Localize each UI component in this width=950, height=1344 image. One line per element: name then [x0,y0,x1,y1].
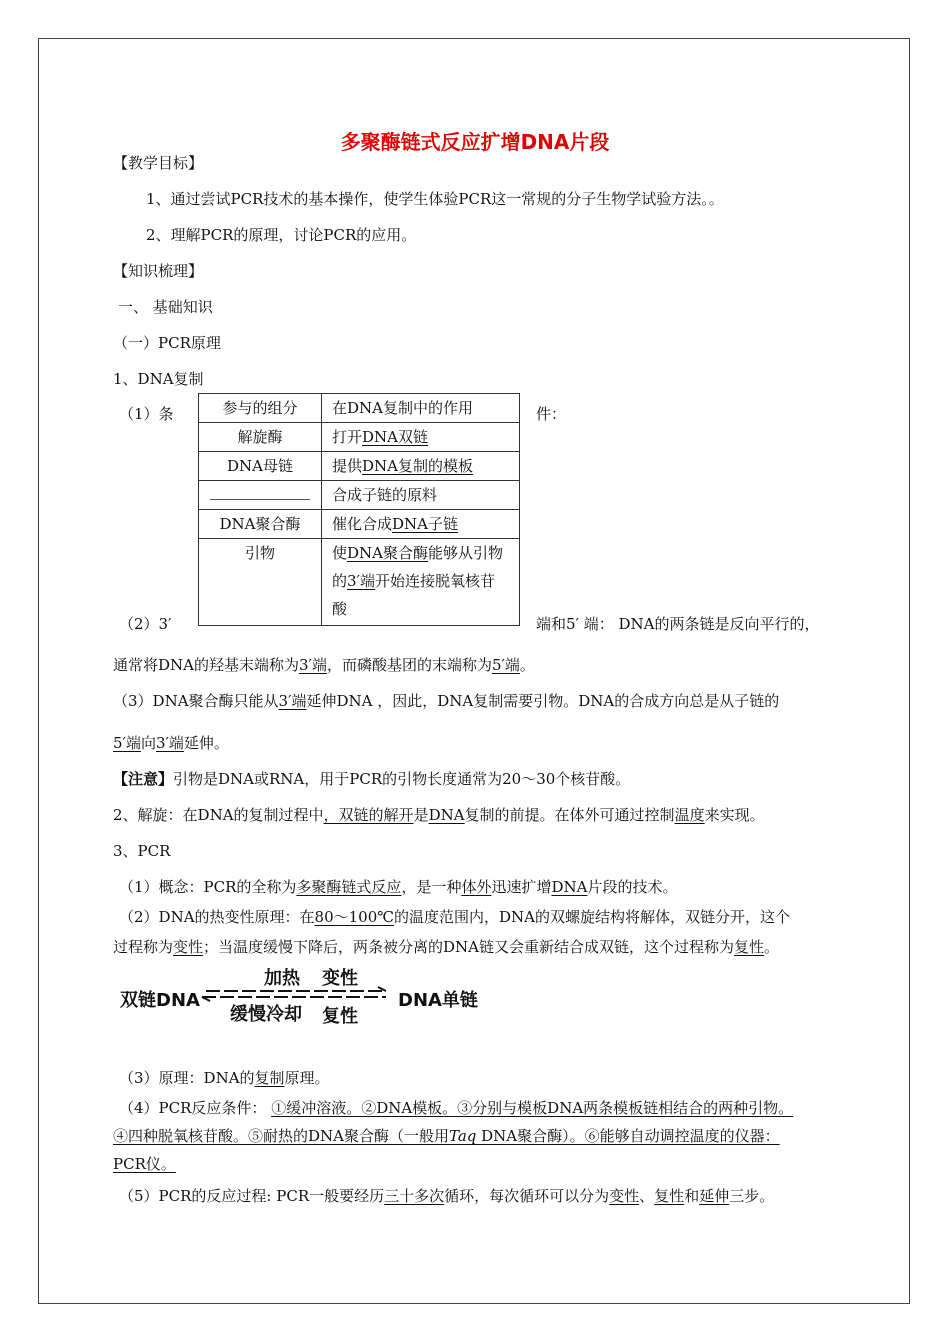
condition-suffix: 件： [536,405,567,423]
pcr-conditions-line-3: PCR仪。 [113,1155,176,1173]
unwinding-line: 2、解旋：在DNA的复制过程中，双链的解开是DNA复制的前提。在体外可通过控制温度来实现。 [113,806,765,824]
renaturation-label: 复性 [322,1006,358,1027]
section-basic: 一、 基础知识 [118,298,213,316]
table-row [199,510,520,539]
teaching-goal-heading: 【教学目标】 [113,154,204,172]
table-cell: 使DNA聚合酶能够从引物的3′端开始连接脱氧核苷酸 [322,539,520,626]
pcr-conditions-line-1: （4）PCR反应条件： ①缓冲溶液。②DNA模板。③分别与模板DNA两条模板链相结合的两种引物。 [119,1099,794,1117]
pcr-principle: （3）原理：DNA的复制原理。 [119,1069,330,1087]
denaturation-label: 变性 [322,968,358,989]
table-cell: DNA聚合酶 [199,510,322,539]
thermal-denaturation-line-2: 过程称为变性；当温度缓慢下降后，两条被分离的DNA链又会重新结合成双链，这个过程称为复性。 [113,938,780,956]
table-row [199,481,520,510]
heating-label: 加热 [264,968,300,989]
double-strand-label: 双链DNA [120,990,200,1011]
note-label: 【注意】 [113,770,174,788]
slow-cooling-label: 缓慢冷却 [230,1004,302,1025]
table-header-row [199,394,520,423]
table-cell: 提供DNA复制的模板 [322,452,520,481]
denaturation-diagram [118,958,498,1028]
blank-cell [199,481,322,510]
table-cell: 引物 [199,539,322,626]
goal-item-2: 2、理解PCR的原理，讨论PCR的应用。 [146,226,417,244]
table-cell: 合成子链的原料 [322,481,520,510]
knowledge-heading: 【知识梳理】 [113,262,204,280]
ends-prefix: （2）3′ [119,615,172,633]
item-pcr: 3、PCR [113,842,171,860]
table-cell: 解旋酶 [199,423,322,452]
subsection-pcr-principle: （一）PCR原理 [113,334,221,352]
thermal-denaturation-line-1: （2）DNA的热变性原理：在80～100℃的温度范围内，DNA的双螺旋结构将解体，双链分开，这个 [119,908,791,926]
item-dna-replication: 1、DNA复制 [113,370,204,388]
table-header: 参与的组分 [199,394,322,423]
primer-note: 【注意】引物是DNA或RNA，用于PCR的引物长度通常为20～30个核苷酸。 [113,770,631,788]
table-cell: 打开DNA双链 [322,423,520,452]
pcr-process: （5）PCR的反应过程: PCR一般要经历三十多次循环，每次循环可以分为变性、复性和延伸三步。 [119,1187,775,1205]
polymerase-direction-line-2: 5′端向3′端延伸。 [113,734,229,752]
single-strand-label: DNA单链 [398,990,478,1011]
replication-components-table [198,393,520,626]
pcr-concept: （1）概念：PCR的全称为多聚酶链式反应，是一种体外迅速扩增DNA片段的技术。 [119,878,678,896]
fill-in-blank [210,481,310,500]
goal-item-1: 1、通过尝试PCR技术的基本操作，使学生体验PCR这一常规的分子生物学试验方法。。 [146,190,724,208]
page-title: 多聚酶链式反应扩增DNA片段 [340,130,610,154]
table-header: 在DNA复制中的作用 [322,394,520,423]
pcr-conditions-line-2: ④四种脱氧核苷酸。⑤耐热的DNA聚合酶（一般用Taq DNA聚合酶）。⑥能够自动调控温度的仪器： [113,1127,780,1145]
table-row [199,452,520,481]
reversible-arrow-icon [200,986,392,1002]
condition-prefix: （1）条 [119,405,174,423]
ends-suffix: 端和5′ 端： DNA的两条链是反向平行的， [536,615,820,633]
table-cell: 催化合成DNA子链 [322,510,520,539]
polymerase-direction-line-1: （3）DNA聚合酶只能从3′端延伸DNA ，因此，DNA复制需要引物。DNA的合成方向总是从子链的 [113,692,780,710]
ends-line-2: 通常将DNA的羟基末端称为3′端，而磷酸基团的末端称为5′端。 [113,656,535,674]
table-cell: DNA母链 [199,452,322,481]
table-row [199,423,520,452]
table-row [199,539,520,626]
